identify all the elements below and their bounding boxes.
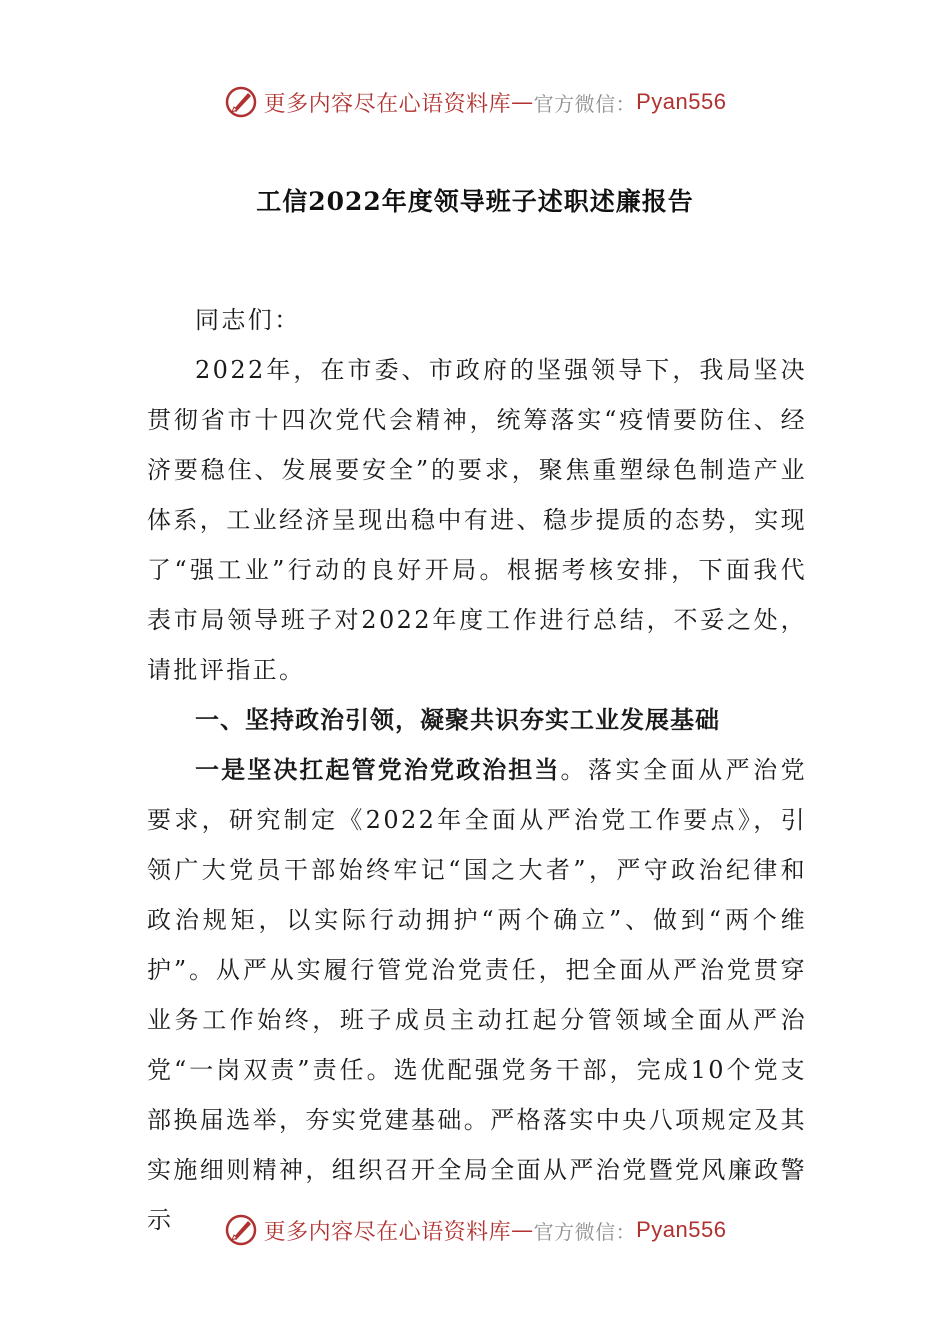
watermark-dash: — bbox=[511, 89, 534, 115]
watermark-label: 官方微信： bbox=[533, 91, 637, 116]
pen-seal-icon bbox=[224, 1213, 258, 1247]
watermark-text: 更多内容尽在心语资料库 bbox=[263, 1219, 512, 1245]
pen-seal-icon bbox=[224, 85, 258, 119]
paragraph-lead: 一是坚决扛起管党治党政治担当 bbox=[195, 755, 561, 784]
paragraph-body: 。落实全面从严治党要求，研究制定《2022年全面从严治党工作要点》，引领广大党员干部始终牢记“国之大者”，严守政治纪律和政治规矩，以实际行动拥护“两个确立”、做到“两个维护”。从严从实履行管党治党责任，把全面从严治党贯穿业务工作始终，班子成员主动扛起分管领域全面从严治党“一岗双责”责任。选优配强党务干部，完成10个党支部换届选举，夯实党建基础。严格落实中央八项规定及其实施细则精神，组织召开全局全面从严治党暨党风廉政警示 bbox=[147, 756, 807, 1234]
watermark-banner-top bbox=[0, 82, 950, 122]
watermark-label: 官方微信： bbox=[533, 1219, 637, 1244]
paragraph bbox=[147, 745, 807, 1245]
paragraph: 2022年，在市委、市政府的坚强领导下，我局坚决贯彻省市十四次党代会精神，统筹落实“疫情要防住、经济要稳住、发展要安全”的要求，聚焦重塑绿色制造产业体系，工业经济呈现出稳中有进、稳步提质的态势，实现了“强工业”行动的良好开局。根据考核安排，下面我代表市局领导班子对2022年度工作进行总结，不妥之处，请批评指正。 bbox=[147, 356, 807, 684]
salutation: 同志们： bbox=[195, 306, 301, 334]
watermark-banner-bottom bbox=[0, 1210, 950, 1250]
watermark-wechat: Pyan556 bbox=[636, 89, 727, 114]
watermark-dash: — bbox=[511, 1217, 534, 1243]
document-title: 工信2022年度领导班子述职述廉报告 bbox=[256, 187, 694, 216]
document-body bbox=[147, 295, 807, 1245]
watermark-wechat: Pyan556 bbox=[636, 1217, 727, 1242]
watermark-text: 更多内容尽在心语资料库 bbox=[263, 91, 512, 117]
section-heading: 一、坚持政治引领，凝聚共识夯实工业发展基础 bbox=[195, 705, 720, 734]
